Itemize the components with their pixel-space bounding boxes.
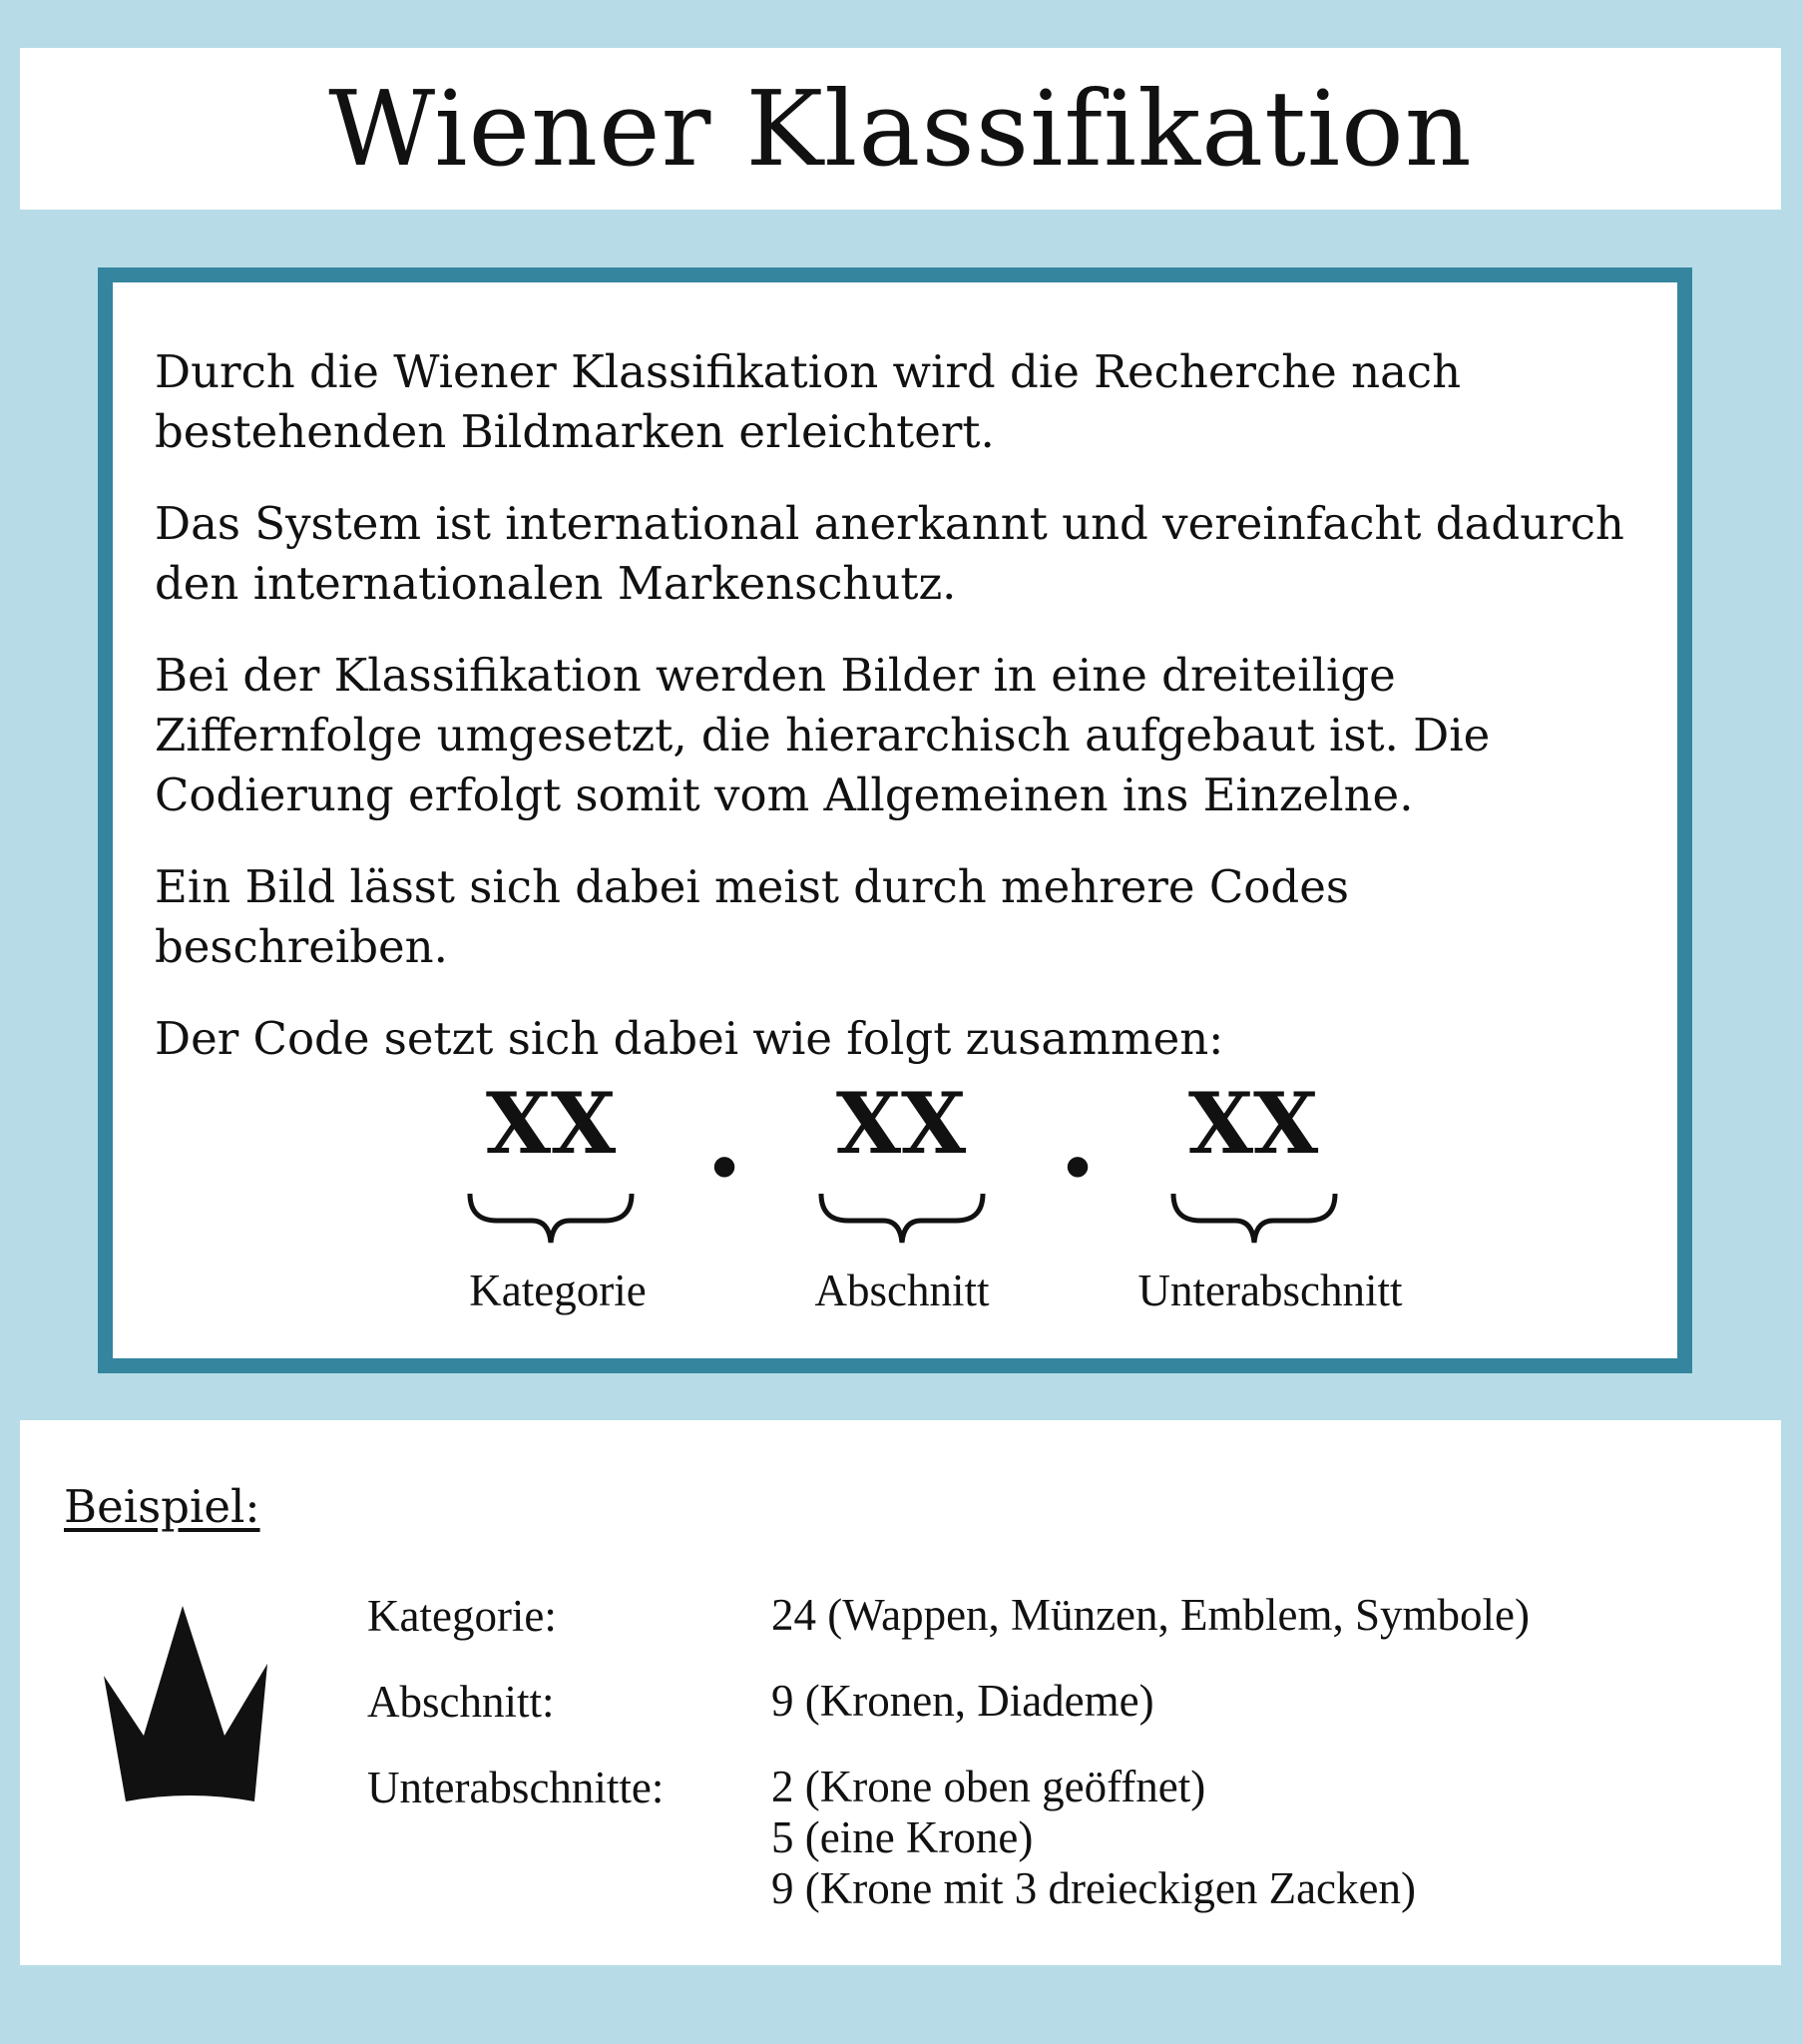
- code-placeholder-2: XX: [835, 1074, 967, 1173]
- code-placeholder-1: XX: [485, 1074, 617, 1173]
- code-label-unterabschnitt: Unterabschnitt: [1137, 1266, 1403, 1315]
- code-label-kategorie: Kategorie: [469, 1266, 647, 1315]
- example-label: Abschnitt:: [367, 1677, 555, 1727]
- code-separator-2: .: [1058, 1073, 1098, 1202]
- info-paragraph: Das System ist international anerkannt und vereinfacht dadurch den internationalen Markenschutz.: [155, 497, 1624, 610]
- example-value: 9 (Kronen, Diademe): [771, 1676, 1154, 1726]
- example-values: [771, 1590, 1530, 1642]
- info-paragraph: Durch die Wiener Klassifikation wird die Recherche nach bestehenden Bildmarken erleichtert.: [155, 345, 1462, 458]
- example-heading: Beispiel:: [64, 1480, 260, 1533]
- brace-3: [1173, 1194, 1335, 1243]
- example-value: 2 (Krone oben geöffnet): [771, 1762, 1206, 1811]
- example-row-unterabschnitte: [367, 1762, 1530, 1914]
- code-placeholder-3: XX: [1187, 1074, 1319, 1173]
- example-row-kategorie: [367, 1590, 1530, 1642]
- example-value: 9 (Krone mit 3 dreieckigen Zacken): [771, 1863, 1416, 1913]
- example-value: 24 (Wappen, Münzen, Emblem, Symbole): [771, 1590, 1530, 1640]
- page-title: Wiener Klassifikation: [328, 68, 1473, 190]
- code-structure-diagram: [113, 282, 1677, 1358]
- info-paragraph: Bei der Klassifikation werden Bilder in eine dreiteilige Ziffernfolge umgesetzt, die hierarchisch aufgebaut ist. Die Codierung erfolgt somit vom Allgemeinen ins Einzelne.: [155, 649, 1491, 821]
- brace-1: [470, 1194, 632, 1243]
- example-values: [771, 1676, 1154, 1728]
- example-values: [771, 1762, 1416, 1914]
- example-panel: [20, 1420, 1781, 1965]
- code-label-abschnitt: Abschnitt: [814, 1266, 990, 1315]
- title-banner: [20, 48, 1781, 210]
- example-table: [367, 1590, 1530, 1948]
- info-panel: [98, 267, 1692, 1373]
- brace-2: [821, 1194, 983, 1243]
- crown-icon: [104, 1606, 285, 1815]
- example-label: Kategorie:: [367, 1591, 557, 1641]
- info-paragraph: Ein Bild lässt sich dabei meist durch mehrere Codes beschreiben.: [155, 860, 1349, 973]
- code-structure-svg: [113, 282, 1677, 1358]
- example-value: 5 (eine Krone): [771, 1812, 1034, 1862]
- info-paragraph: Der Code setzt sich dabei wie folgt zusammen:: [155, 1012, 1224, 1065]
- example-row-abschnitt: [367, 1676, 1530, 1728]
- code-separator-1: .: [704, 1073, 744, 1202]
- example-label: Unterabschnitte:: [367, 1763, 665, 1812]
